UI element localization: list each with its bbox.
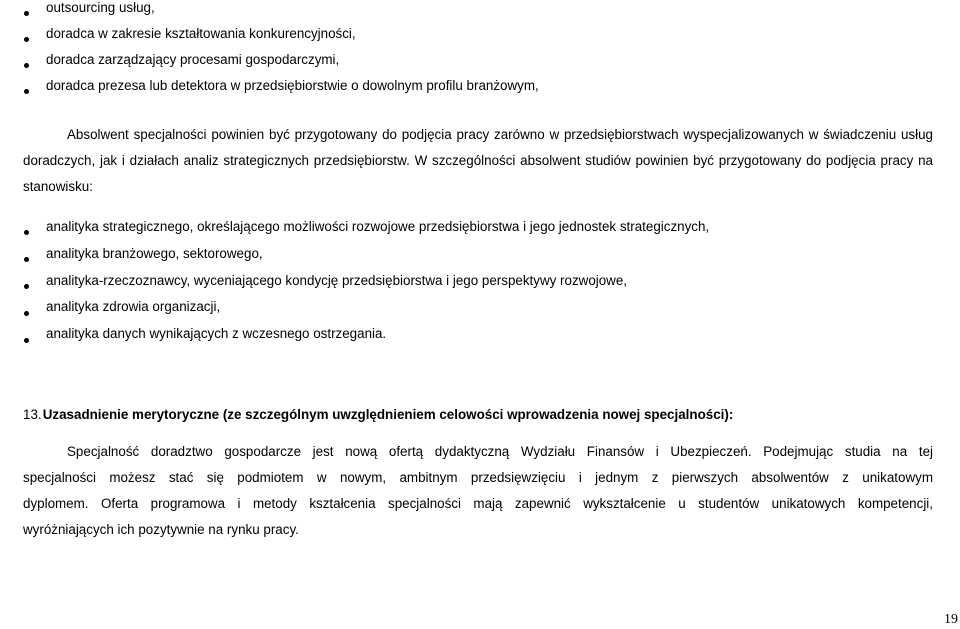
job-positions-list xyxy=(0,219,709,353)
bullet-icon xyxy=(24,230,29,235)
list-item: analityka strategicznego, określającego możliwości rozwojowe przedsiębiorstwa i jego jednostek strategicznych, xyxy=(0,219,709,246)
bullet-icon xyxy=(24,284,29,289)
list-item: outsourcing usług, xyxy=(0,0,539,26)
page-number: 19 xyxy=(944,612,958,627)
bullet-icon xyxy=(24,63,29,68)
graduate-profile-paragraph: Absolwent specjalności powinien być przygotowany do podjęcia pracy zarówno w przedsiębiorstwach wyspecjalizowanych w świadczeniu usług doradczych, jak i działach analiz strategicznych przedsiębiorstw. W szczególności absolwent studiów powinien być przygotowany do podjęcia pracy na stanowisku: xyxy=(23,127,933,194)
list-item: analityka branżowego, sektorowego, xyxy=(0,246,709,273)
paragraph-line: dyplomem. Oferta programowa i metody kształcenia specjalności mają zapewnić wykształcenie u studentów unikatowych kompetencji, xyxy=(23,496,933,511)
section-heading xyxy=(23,405,733,425)
bullet-icon xyxy=(24,257,29,262)
paragraph-line: specjalności możesz stać się podmiotem w nowym, ambitnym przedsięwzięciu i jednym z pierwszych absolwentów z unikatowym xyxy=(23,470,933,485)
paragraph-line: Specjalność doradztwo gospodarcze jest nową ofertą dydaktyczną Wydziału Finansów i Ubezpieczeń. Podejmując studia na tej xyxy=(67,444,933,459)
section-number: 13. xyxy=(23,407,42,422)
bullet-icon xyxy=(24,11,29,16)
section-title: Uzasadnienie merytoryczne (ze szczególnym uwzględnieniem celowości wprowadzenia nowej specjalności): xyxy=(42,407,734,422)
list-item: analityka danych wynikających z wczesnego ostrzegania. xyxy=(0,326,709,353)
list-item: doradca zarządzający procesami gospodarczymi, xyxy=(0,52,539,78)
bullet-icon xyxy=(24,89,29,94)
list-item: doradca prezesa lub detektora w przedsiębiorstwie o dowolnym profilu branżowym, xyxy=(0,78,539,104)
bullet-icon xyxy=(24,311,29,316)
bullet-icon xyxy=(24,37,29,42)
paragraph-line: wyróżniających ich pozytywnie na rynku pracy. xyxy=(23,522,299,537)
career-options-list xyxy=(0,0,539,104)
bullet-icon xyxy=(24,338,29,343)
list-item: doradca w zakresie kształtowania konkurencyjności, xyxy=(0,26,539,52)
list-item: analityka zdrowia organizacji, xyxy=(0,299,709,326)
list-item: analityka-rzeczoznawcy, wyceniającego kondycję przedsiębiorstwa i jego perspektywy rozwojowe, xyxy=(0,273,709,300)
justification-paragraph xyxy=(23,439,933,543)
